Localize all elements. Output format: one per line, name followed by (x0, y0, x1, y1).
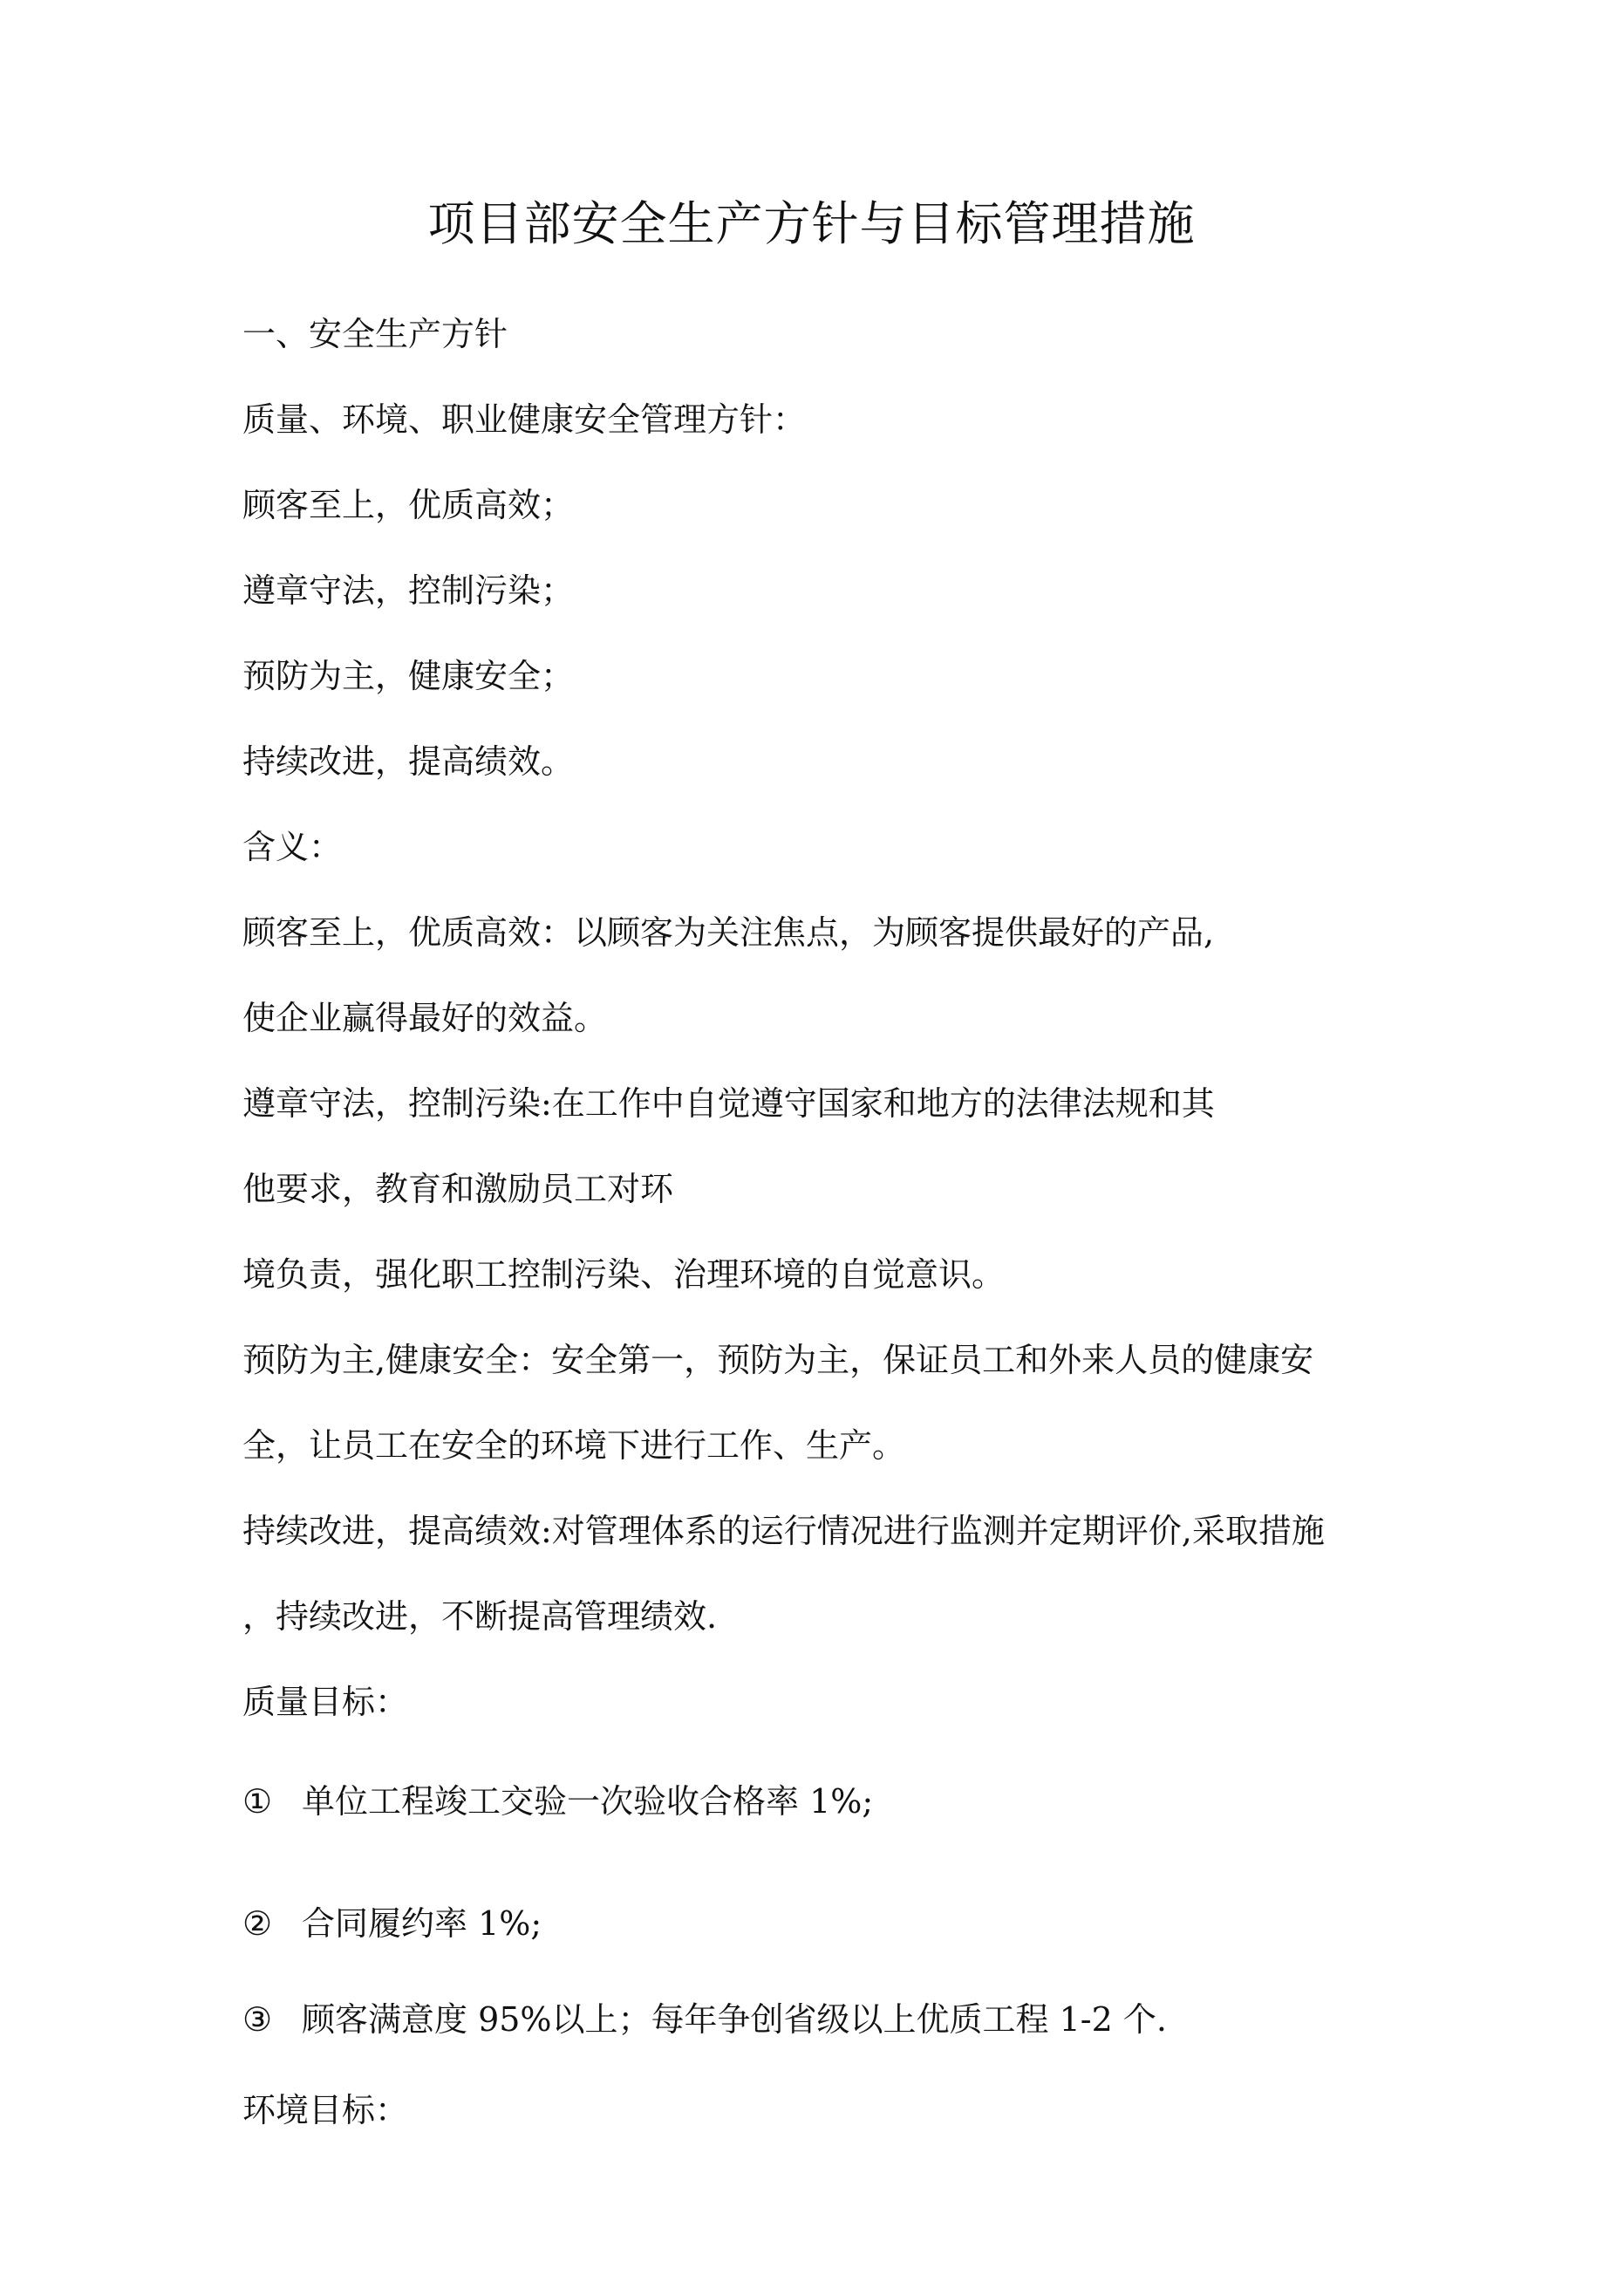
item-marker: ① (242, 1782, 273, 1821)
meaning-paragraph-2-line-1: 遵章守法，控制污染:在工作中自觉遵守国家和地方的法律法规和其 (242, 1084, 1215, 1123)
item-marker: ② (242, 1904, 273, 1943)
meaning-paragraph-2-line-2: 他要求，教育和激励员工对环 (242, 1170, 674, 1208)
meaning-paragraph-2-line-3: 境负责，强化职工控制污染、治理环境的自觉意识。 (242, 1255, 1006, 1294)
meaning-paragraph-1-line-2: 使企业赢得最好的效益。 (242, 999, 608, 1037)
meaning-paragraph-4-line-1: 持续改进，提高绩效:对管理体系的运行情况进行监测并定期评价,采取措施 (242, 1512, 1325, 1550)
meaning-paragraph-3-line-2: 全，让员工在安全的环境下进行工作、生产。 (242, 1426, 906, 1465)
meaning-paragraph-1-line-1: 顾客至上，优质高效：以顾客为关注焦点，为顾客提供最好的产品, (242, 913, 1215, 952)
quality-item-2 (242, 1902, 542, 1945)
document-title: 项目部安全生产方针与目标管理措施 (427, 196, 1196, 251)
environment-target-heading: 环境目标： (242, 2091, 409, 2129)
item-text: 顾客满意度 95%以上；每年争创省级以上优质工程 1-2 个. (302, 2000, 1167, 2039)
meaning-paragraph-3-line-1: 预防为主,健康安全：安全第一，预防为主，保证员工和外来人员的健康安 (242, 1341, 1314, 1379)
quality-target-heading: 质量目标： (242, 1683, 409, 1721)
policy-line-4: 持续改进，提高绩效。 (242, 742, 575, 781)
quality-item-1 (242, 1780, 873, 1823)
section-heading: 一、安全生产方针 (242, 315, 508, 353)
policy-heading: 质量、环境、职业健康安全管理方针： (242, 400, 807, 439)
item-marker: ③ (242, 2000, 273, 2039)
meaning-heading: 含义： (242, 828, 343, 866)
policy-line-3: 预防为主，健康安全； (242, 657, 575, 695)
meaning-paragraph-4-line-2: ，持续改进，不断提高管理绩效. (242, 1597, 718, 1636)
quality-item-3 (242, 1998, 1167, 2041)
policy-line-1: 顾客至上，优质高效； (242, 486, 575, 524)
item-text: 合同履约率 1%; (302, 1904, 542, 1943)
item-text: 单位工程竣工交验一次验收合格率 1%; (302, 1782, 874, 1821)
policy-line-2: 遵章守法，控制污染； (242, 571, 575, 610)
